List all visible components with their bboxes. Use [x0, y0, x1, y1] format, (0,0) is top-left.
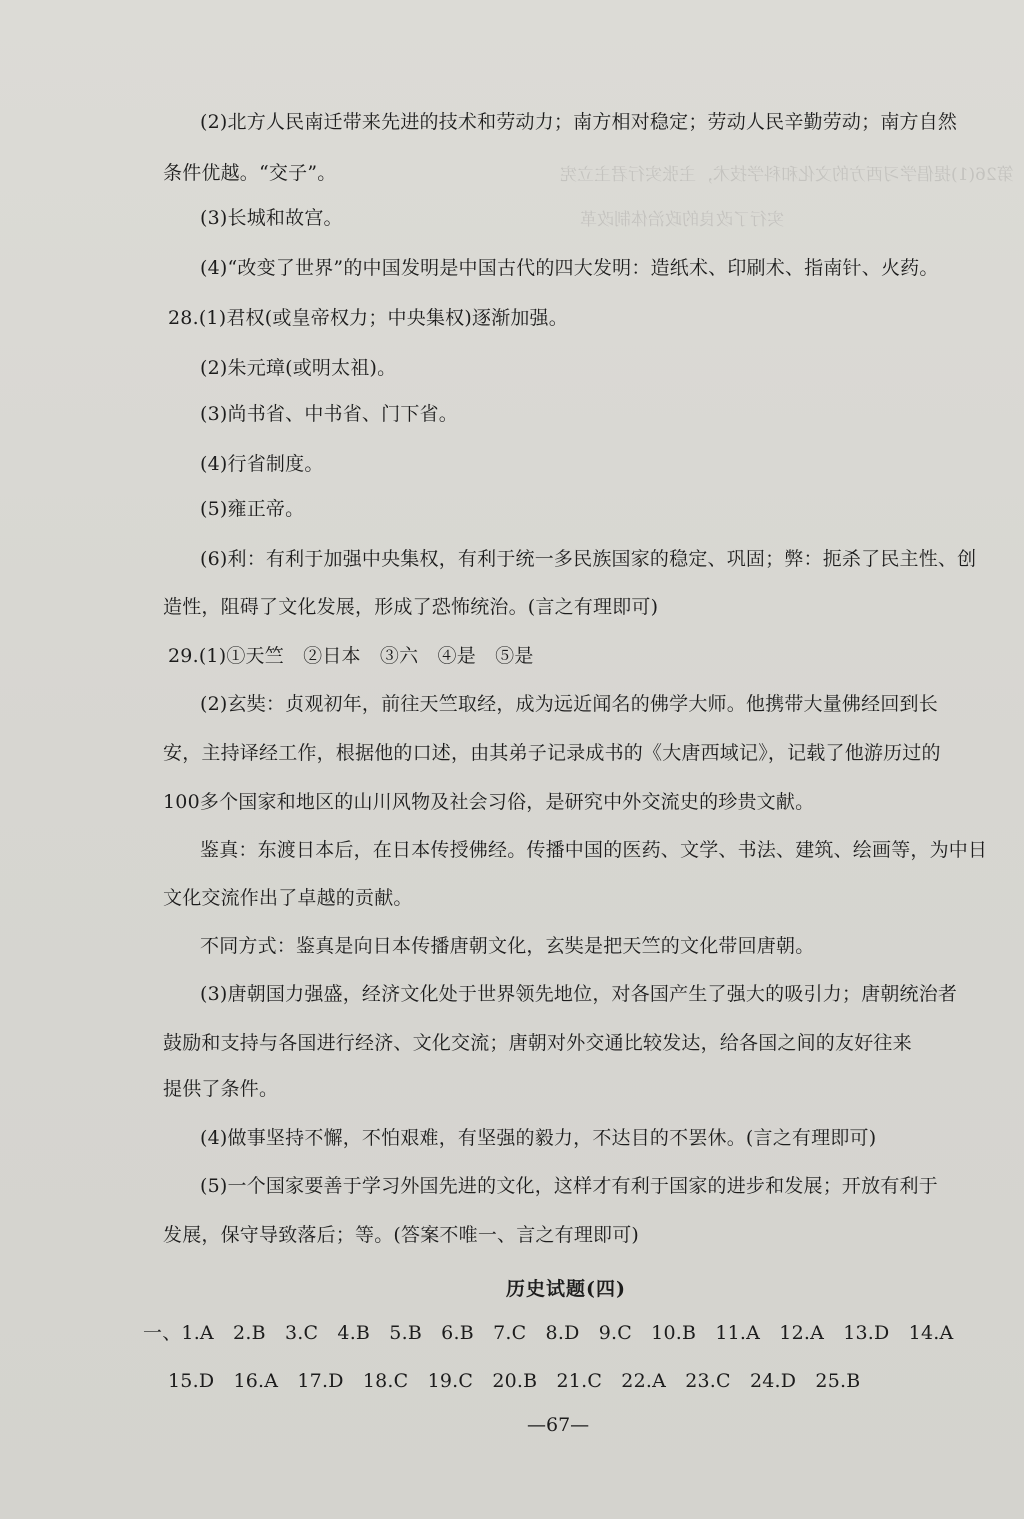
answer-line: 鉴真：东渡日本后，在日本传授佛经。传播中国的医药、文学、书法、建筑、绘画等，为中日	[200, 839, 988, 861]
show-through-text: 第26(1)提倡学习西方的文化和科学技术，主张实行君主立宪	[560, 165, 1014, 185]
answer-key-row: 一、1.A 2.B 3.C 4.B 5.B 6.B 7.C 8.D 9.C 10.B 11.A 12.A 13.D 14.A	[143, 1322, 954, 1344]
answer-line: 29.(1)①天竺 ②日本 ③六 ④是 ⑤是	[168, 645, 534, 667]
answer-line: 不同方式：鉴真是向日本传播唐朝文化，玄奘是把天竺的文化带回唐朝。	[200, 935, 815, 957]
answer-line: 28.(1)君权(或皇帝权力；中央集权)逐渐加强。	[168, 307, 568, 329]
answer-line: (4)做事坚持不懈，不怕艰难，有坚强的毅力，不达目的不罢休。(言之有理即可)	[200, 1127, 877, 1149]
answer-line: (3)长城和故宫。	[200, 207, 343, 229]
answer-line: (4)“改变了世界”的中国发明是中国古代的四大发明：造纸术、印刷术、指南针、火药。	[200, 257, 939, 279]
answer-line: (2)北方人民南迁带来先进的技术和劳动力；南方相对稳定；劳动人民辛勤劳动；南方自然	[200, 111, 958, 133]
answer-line: 条件优越。“交子”。	[163, 162, 337, 184]
answer-line: (3)尚书省、中书省、门下省。	[200, 403, 458, 425]
answer-line: 提供了条件。	[163, 1078, 279, 1100]
answer-line: 造性，阻碍了文化发展，形成了恐怖统治。(言之有理即可)	[163, 596, 659, 618]
section-title: 历史试题(四)	[506, 1278, 626, 1300]
answer-line: 安，主持译经工作，根据他的口述，由其弟子记录成书的《大唐西域记》，记载了他游历过的	[163, 742, 941, 764]
answer-line: (2)玄奘：贞观初年，前往天竺取经，成为远近闻名的佛学大师。他携带大量佛经回到长	[200, 693, 938, 715]
answer-line: (5)一个国家要善于学习外国先进的文化，这样才有利于国家的进步和发展；开放有利于	[200, 1175, 938, 1197]
page-number: —67—	[527, 1414, 590, 1436]
answer-line: 发展，保守导致落后；等。(答案不唯一、言之有理即可)	[163, 1224, 640, 1246]
answer-line: 文化交流作出了卓越的贡献。	[163, 887, 413, 909]
answer-line: (5)雍正帝。	[200, 498, 305, 520]
answer-line: (2)朱元璋(或明太祖)。	[200, 357, 397, 379]
answer-line: 100多个国家和地区的山川风物及社会习俗，是研究中外交流史的珍贵文献。	[163, 791, 815, 813]
answer-line: (4)行省制度。	[200, 453, 324, 475]
answer-line: (6)利：有利于加强中央集权，有利于统一多民族国家的稳定、巩固；弊：扼杀了民主性、创	[200, 548, 977, 570]
answer-key-row: 15.D 16.A 17.D 18.C 19.C 20.B 21.C 22.A 23.C 24.D 25.B	[168, 1370, 861, 1392]
show-through-text: 实行了改良的政治体制改革	[580, 210, 784, 230]
answer-line: (3)唐朝国力强盛，经济文化处于世界领先地位，对各国产生了强大的吸引力；唐朝统治者	[200, 983, 958, 1005]
answer-line: 鼓励和支持与各国进行经济、文化交流；唐朝对外交通比较发达，给各国之间的友好往来	[163, 1032, 912, 1054]
